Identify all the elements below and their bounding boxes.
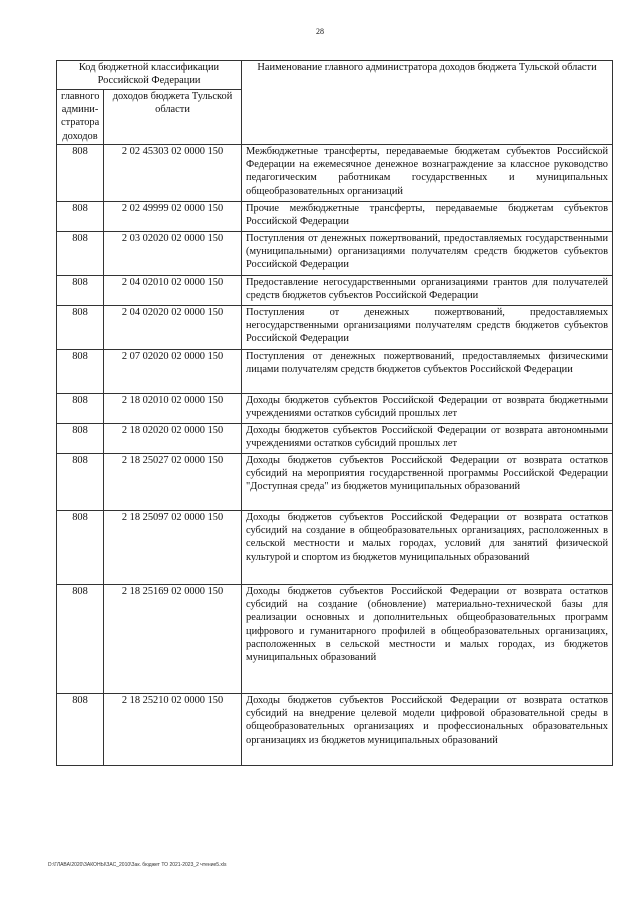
admin-code-cell: 808 [57, 276, 104, 306]
table-row [57, 350, 613, 394]
income-code-cell: 2 03 02020 02 0000 150 [104, 232, 242, 276]
admin-code-cell: 808 [57, 424, 104, 454]
admin-code-cell: 808 [57, 145, 104, 202]
income-name-cell: Поступления от денежных пожертвований, предоставляемых негосударственными организациями получателям средств бюджетов субъектов Российской Федерации [242, 306, 613, 350]
income-code-cell: 2 18 25210 02 0000 150 [104, 694, 242, 766]
income-code-cell: 2 04 02010 02 0000 150 [104, 276, 242, 306]
table-row [57, 145, 613, 202]
income-name-cell: Прочие межбюджетные трансферты, передаваемые бюджетам субъектов Российской Федерации [242, 202, 613, 232]
table-row [57, 276, 613, 306]
admin-code-cell: 808 [57, 585, 104, 694]
admin-code-cell: 808 [57, 511, 104, 585]
income-code-cell: 2 18 25169 02 0000 150 [104, 585, 242, 694]
header-code-group: Код бюджетной классификации Российской Федерации [57, 61, 242, 90]
income-name-cell: Доходы бюджетов субъектов Российской Федерации от возврата автономными учреждениями остатков субсидий прошлых лет [242, 424, 613, 454]
income-code-cell: 2 04 02020 02 0000 150 [104, 306, 242, 350]
income-name-cell: Поступления от денежных пожертвований, предоставляемых физическими лицами получателям средств бюджетов субъектов Российской Федерации [242, 350, 613, 394]
table-row [57, 585, 613, 694]
income-name-cell: Предоставление негосударственными организациями грантов для получателей средств бюджетов субъектов Российской Федерации [242, 276, 613, 306]
income-name-cell: Межбюджетные трансферты, передаваемые бюджетам субъектов Российской Федерации на ежемесячное денежное вознаграждение за классное руководство педагогическим работникам государственных и муниципальных общеобразовательных организаций [242, 145, 613, 202]
income-code-cell: 2 02 45303 02 0000 150 [104, 145, 242, 202]
income-code-cell: 2 02 49999 02 0000 150 [104, 202, 242, 232]
table-row [57, 511, 613, 585]
file-path-footer: D:\ГЛАВА\2020\ЗАКОНЫ\ЗАС_2010\Зак. бюджет ТО 2021-2023_2 чтение5.xls [48, 862, 227, 868]
income-name-cell: Поступления от денежных пожертвований, предоставляемых государственными (муниципальными) организациями получателям средств бюджетов субъектов Российской Федерации [242, 232, 613, 276]
admin-code-cell: 808 [57, 394, 104, 424]
header-name-column: Наименование главного администратора доходов бюджета Тульской области [242, 61, 613, 145]
income-code-cell: 2 18 25097 02 0000 150 [104, 511, 242, 585]
income-name-cell: Доходы бюджетов субъектов Российской Федерации от возврата бюджетными учреждениями остатков субсидий прошлых лет [242, 394, 613, 424]
income-code-cell: 2 07 02020 02 0000 150 [104, 350, 242, 394]
header-admin-column: главного админи-стратора доходов [57, 90, 104, 145]
income-name-cell: Доходы бюджетов субъектов Российской Федерации от возврата остатков субсидий на мероприятия государственной программы Российской Федерации "Доступная среда" из бюджетов муниципальных образований [242, 454, 613, 511]
admin-code-cell: 808 [57, 202, 104, 232]
table-row [57, 424, 613, 454]
table-row [57, 306, 613, 350]
income-name-cell: Доходы бюджетов субъектов Российской Федерации от возврата остатков субсидий на создание в общеобразовательных организациях, расположенных в сельской местности и малых городах, условий для занятий физической культурой и спортом из бюджетов муниципальных образований [242, 511, 613, 585]
admin-code-cell: 808 [57, 232, 104, 276]
header-income-column: доходов бюджета Тульской области [104, 90, 242, 145]
income-name-cell: Доходы бюджетов субъектов Российской Федерации от возврата остатков субсидий на создание (обновление) материально-технической базы для реализации основных и дополнительных общеобразовательных программ цифрового и гуманитарного профилей в общеобразовательных организациях, расположенных в сельской местности и малых городах, из бюджетов муниципальных образований [242, 585, 613, 694]
income-code-cell: 2 18 02020 02 0000 150 [104, 424, 242, 454]
table-row [57, 394, 613, 424]
admin-code-cell: 808 [57, 694, 104, 766]
table-row [57, 694, 613, 766]
admin-code-cell: 808 [57, 306, 104, 350]
income-code-cell: 2 18 02010 02 0000 150 [104, 394, 242, 424]
table-row [57, 232, 613, 276]
income-name-cell: Доходы бюджетов субъектов Российской Федерации от возврата остатков субсидий на внедрение целевой модели цифровой образовательной среды в общеобразовательных организациях и профессиональных образовательных организациях из бюджетов муниципальных образований [242, 694, 613, 766]
income-code-cell: 2 18 25027 02 0000 150 [104, 454, 242, 511]
admin-code-cell: 808 [57, 454, 104, 511]
table-row [57, 454, 613, 511]
budget-classification-table [56, 60, 613, 766]
table-row [57, 202, 613, 232]
page-number: 28 [316, 27, 324, 36]
admin-code-cell: 808 [57, 350, 104, 394]
